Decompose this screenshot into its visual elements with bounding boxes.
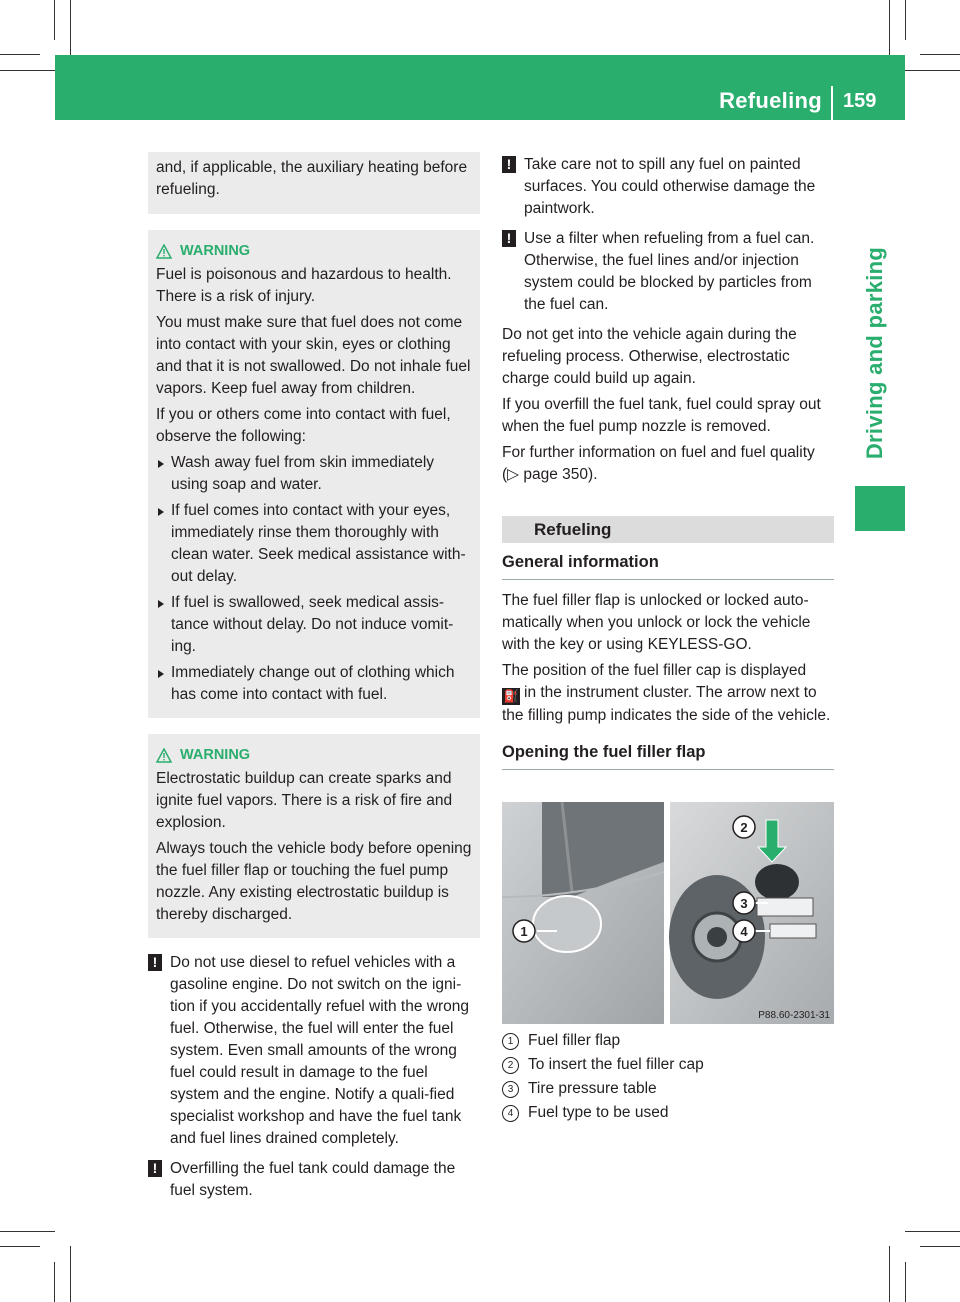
warning-text: Always touch the vehicle body before opening the fuel filler flap or touching the fuel pump nozzle. Any existing electrostatic buildup is thereby discharged. [156, 840, 472, 923]
bullet-item: Immediately change out of clothing which has come into contact with fuel. [156, 662, 472, 706]
crop-mark [889, 0, 890, 55]
fuel-filler-flap-figure [502, 802, 834, 1024]
legend-text: To insert the fuel filler cap [528, 1056, 704, 1073]
bullet-item: Wash away fuel from skin immediately using soap and water. [156, 452, 472, 496]
body-text: Do not get into the vehicle again during the refueling process. Otherwise, electrostatic charge could build up again. [502, 326, 797, 387]
body-text: The position of the fuel filler cap is displayed [502, 662, 807, 679]
legend-number: 3 [502, 1081, 519, 1098]
note-text: Take care not to spill any fuel on painted surfaces. You could otherwise damage the paintwork. [524, 156, 816, 217]
crop-mark [920, 54, 960, 55]
crop-mark [905, 1231, 960, 1232]
body-text: The fuel filler flap is unlocked or locked auto-matically when you unlock or lock the vehicle with the key or using KEYLESS-GO. [502, 592, 811, 653]
warning-triangle-icon [156, 748, 172, 763]
chapter-tab-text: Driving and parking [862, 246, 887, 460]
note-item [502, 154, 834, 220]
note-text: Overfilling the fuel tank could damage the fuel system. [170, 1160, 456, 1199]
note-item [148, 952, 480, 1150]
legend-text: Fuel type to be used [528, 1104, 669, 1121]
crop-mark [889, 1246, 890, 1302]
callout-2-label: 2 [740, 820, 748, 835]
right-column [502, 154, 834, 770]
notes-left [148, 952, 480, 1202]
legend-item [502, 1054, 834, 1076]
subsection-heading: General information [502, 551, 834, 580]
crop-mark [0, 1231, 55, 1232]
header-divider [831, 86, 833, 120]
legend-number: 4 [502, 1105, 519, 1122]
crop-mark [0, 1246, 40, 1247]
callout-3-label: 3 [740, 896, 748, 911]
bullet-item: If fuel is swallowed, seek medical assis-tance without delay. Do not induce vomit-ing. [156, 592, 472, 658]
body-text: If you overfill the fuel tank, fuel could spray out when the fuel pump nozzle is removed. [502, 396, 821, 435]
cross-reference: For further information on fuel and fuel quality (▷ page 350). [502, 444, 815, 483]
crop-mark [70, 0, 71, 55]
fuel-flap-highlight [533, 896, 601, 952]
warning-label: WARNING [180, 747, 251, 763]
legend-number: 1 [502, 1033, 519, 1050]
crop-mark [920, 1246, 960, 1247]
note-text: Use a filter when refueling from a fuel can. Otherwise, the fuel lines and/or injection system could be blocked by particles from the fuel can. [524, 230, 815, 313]
crop-mark [905, 70, 960, 71]
exclamation-icon: ! [502, 230, 516, 247]
exclamation-icon: ! [502, 156, 516, 173]
crop-mark [0, 54, 40, 55]
crop-mark [70, 1246, 71, 1302]
exclamation-icon: ! [148, 954, 162, 971]
warning-label: WARNING [180, 243, 251, 259]
figure-code: P88.60-2301-31 [758, 1010, 830, 1021]
legend-item [502, 1102, 834, 1124]
exclamation-icon: ! [148, 1160, 162, 1177]
crop-mark [54, 1262, 55, 1302]
legend-text: Tire pressure table [528, 1080, 657, 1097]
legend-item [502, 1078, 834, 1100]
warning-box-electrostatic [148, 734, 480, 938]
warning-text: If you or others come into contact with fuel, observe the following: [156, 406, 451, 445]
warning-heading [156, 744, 472, 766]
intro-text: and, if applicable, the auxiliary heating before refueling. [156, 159, 468, 198]
fuel-cap [755, 864, 799, 900]
note-item [148, 1158, 480, 1202]
warning-box-fuel [148, 230, 480, 718]
callout-4-label: 4 [740, 924, 748, 939]
body-text-with-icon [502, 682, 834, 727]
note-text: Do not use diesel to refuel vehicles with a gasoline engine. Do not switch on the igni-tion if you accidentally refuel with the wrong fuel. Otherwise, the fuel will enter the fuel system. Even small amounts of the wrong fuel could result in damage to the fuel system and the engine. Notify a quali-fied specialist workshop and have the fuel tank and fuel lines drained completely. [170, 954, 469, 1147]
callout-1-label: 1 [520, 924, 528, 939]
fuel-pump-icon: ⛽ [503, 689, 519, 703]
fuel-type-label [770, 924, 816, 938]
tire-pressure-label [757, 898, 813, 916]
warning-heading [156, 240, 472, 262]
chapter-tab-label [843, 228, 907, 478]
chapter-tab-marker [855, 486, 905, 531]
note-item [502, 228, 834, 316]
section-heading: Refueling [502, 516, 834, 543]
figure-legend [502, 1030, 834, 1126]
page-number: 159 [843, 90, 877, 112]
crop-mark [905, 1262, 906, 1302]
legend-item [502, 1030, 834, 1052]
crop-mark [0, 70, 55, 71]
intro-box [148, 152, 480, 214]
warning-triangle-icon [156, 244, 172, 259]
subsection-heading: Opening the fuel filler flap [502, 741, 834, 770]
warning-text: Electrostatic buildup can create sparks and ignite fuel vapors. There is a risk of fire and explosion. [156, 770, 453, 831]
page-title: Refueling [719, 88, 822, 113]
warning-text: You must make sure that fuel does not come into contact with your skin, eyes or clothing and that it is not swallowed. Do not inhale fuel vapors. Keep fuel away from children. [156, 314, 471, 397]
body-text: in the instrument cluster. The arrow next to the filling pump indicates the side of the vehicle. [502, 684, 831, 724]
legend-text: Fuel filler flap [528, 1032, 621, 1049]
bullet-item: If fuel comes into contact with your eyes, immediately rinse them thoroughly with clean water. Seek medical assistance with-out delay. [156, 500, 472, 588]
warning-text: Fuel is poisonous and hazardous to health. There is a risk of injury. [156, 266, 452, 305]
crop-mark [54, 0, 55, 40]
crop-mark [905, 0, 906, 40]
body-text-with-icon [502, 660, 834, 682]
left-column [148, 152, 480, 1210]
legend-number: 2 [502, 1057, 519, 1074]
